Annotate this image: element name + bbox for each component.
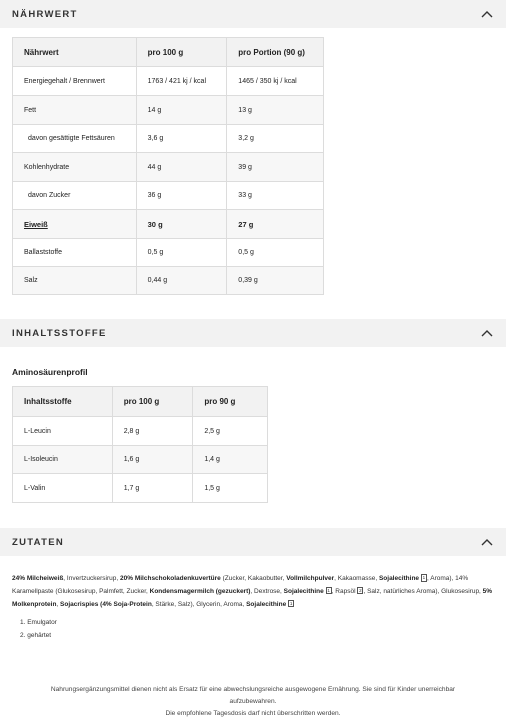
table-cell: Eiweiß (13, 210, 137, 239)
table-row (13, 417, 268, 446)
column-header: pro Portion (90 g) (227, 38, 324, 67)
table-cell: davon gesättigte Fettsäuren (13, 125, 137, 153)
table-row (13, 474, 268, 503)
table-cell: 0,5 g (227, 239, 324, 267)
accordion-header-zutaten[interactable] (0, 528, 506, 556)
disclaimer-line: Die empfohlene Tagesdosis darf nicht überschritten werden. (165, 710, 341, 717)
table-cell: 0,39 g (227, 267, 324, 295)
table-cell: Salz (13, 267, 137, 295)
table-row (13, 153, 324, 182)
table-row (13, 182, 324, 210)
chevron-up-icon[interactable] (480, 7, 494, 21)
amino-acid-table (12, 386, 268, 503)
table-cell: davon Zucker (13, 182, 137, 210)
column-header: Nährwert (13, 38, 137, 67)
table-cell: 36 g (136, 182, 227, 210)
footnote-list (20, 616, 57, 642)
ingredient-text: , (56, 600, 61, 608)
column-header: pro 100 g (136, 38, 227, 67)
table-cell: 0,5 g (136, 239, 227, 267)
table-cell: 44 g (136, 153, 227, 182)
table-cell: Fett (13, 96, 137, 125)
ingredient-bold: 5% Molkenprotein (12, 587, 493, 608)
nutrition-table (12, 37, 324, 295)
footnote-marker: 2 (359, 587, 362, 593)
table-cell: 1,6 g (112, 446, 193, 474)
table-cell: 27 g (227, 210, 324, 239)
table-cell: 33 g (227, 182, 324, 210)
table-cell: 1,4 g (193, 446, 268, 474)
table-cell: 1763 / 421 kj / kcal (136, 67, 227, 96)
ingredient-bold: 24% Milcheiweiß (12, 575, 64, 582)
table-cell: 1,7 g (112, 474, 193, 503)
ingredient-bold: Sojalecithine (378, 575, 420, 582)
disclaimer-line: aufzubewahren. (229, 698, 277, 705)
footnote-marker: 1 (422, 575, 426, 580)
table-row (13, 239, 324, 267)
column-header: pro 100 g (112, 387, 193, 417)
ingredient-bold: Sojalecithine (246, 600, 287, 608)
ingredient-bold: 20% Milchschokoladenkuvertüre (120, 575, 221, 582)
table-cell: 2,5 g (193, 417, 268, 446)
accordion-header-naehrwert[interactable] (0, 0, 506, 28)
ingredient-bold: Vollmilchpulver (286, 575, 335, 582)
section-title: ZUTATEN (12, 536, 65, 548)
table-cell: 0,44 g (136, 267, 227, 295)
footnote-marker: 1 (289, 600, 293, 606)
table-cell: 1465 / 350 kj / kcal (227, 67, 324, 96)
disclaimer-line: Nahrungsergänzungsmittel dienen nicht als Ersatz für eine abwechslungsreiche ausgewogene Ernährung. Sie sind für Kinder unerreichbar (50, 686, 456, 693)
table-row (13, 446, 268, 474)
table-cell: 3,2 g (227, 125, 324, 153)
ingredient-text: (Zucker, Kakaobutter, (220, 575, 287, 582)
table-cell: 2,8 g (112, 417, 193, 446)
list-item: 2. gehärtet (20, 632, 52, 639)
ingredient-bold: Sojalecithine (283, 587, 324, 595)
amino-acid-profile-title: Aminosäurenprofil (12, 367, 88, 377)
table-cell: Kohlenhydrate (13, 153, 137, 182)
ingredient-bold: Sojacrispies (4% Soja-Protein (60, 600, 152, 608)
footnote-marker: 1 (327, 587, 330, 593)
table-cell: 14 g (136, 96, 227, 125)
section-title: INHALTSSTOFFE (12, 327, 107, 339)
ingredient-text: , Invertzuckersirup, (63, 575, 121, 582)
table-cell: L-Isoleucin (13, 446, 113, 474)
table-cell: L-Leucin (13, 417, 113, 446)
chevron-up-icon[interactable] (480, 326, 494, 340)
table-cell: 3,6 g (136, 125, 227, 153)
ingredient-text: , Kakaomasse, (334, 575, 379, 582)
column-header: Inhaltsstoffe (13, 387, 113, 417)
table-cell: 1,5 g (193, 474, 268, 503)
list-item: 1. Emulgator (20, 619, 57, 626)
table-cell: Ballaststoffe (13, 239, 137, 267)
section-title: NÄHRWERT (12, 8, 78, 20)
accordion-header-inhaltsstoffe[interactable] (0, 319, 506, 347)
ingredient-text: , Salz, natürliches Aroma), Glukosesirup, (363, 587, 483, 595)
ingredients-text (12, 573, 496, 611)
table-row (13, 96, 324, 125)
table-row (13, 210, 324, 239)
table-row (13, 125, 324, 153)
table-row (13, 67, 324, 96)
column-header: pro 90 g (193, 387, 268, 417)
ingredient-text: , Aroma), 14% Karamellpaste (Glukosesirup, Palmfett, Zucker, (12, 575, 469, 595)
table-cell: 13 g (227, 96, 324, 125)
disclaimer (0, 684, 506, 720)
table-cell: L-Valin (13, 474, 113, 503)
ingredient-bold: Kondensmagermilch (gezuckert) (149, 587, 251, 595)
table-cell: 30 g (136, 210, 227, 239)
chevron-up-icon[interactable] (480, 535, 494, 549)
ingredient-text: , Dextrose, (250, 587, 284, 595)
table-cell: 39 g (227, 153, 324, 182)
ingredient-text: , Stärke, Salz), Glycerin, Aroma, (151, 600, 247, 608)
table-row (13, 267, 324, 295)
table-cell: Energiegehalt / Brennwert (13, 67, 137, 96)
ingredient-text: , Rapsöl (331, 587, 358, 595)
